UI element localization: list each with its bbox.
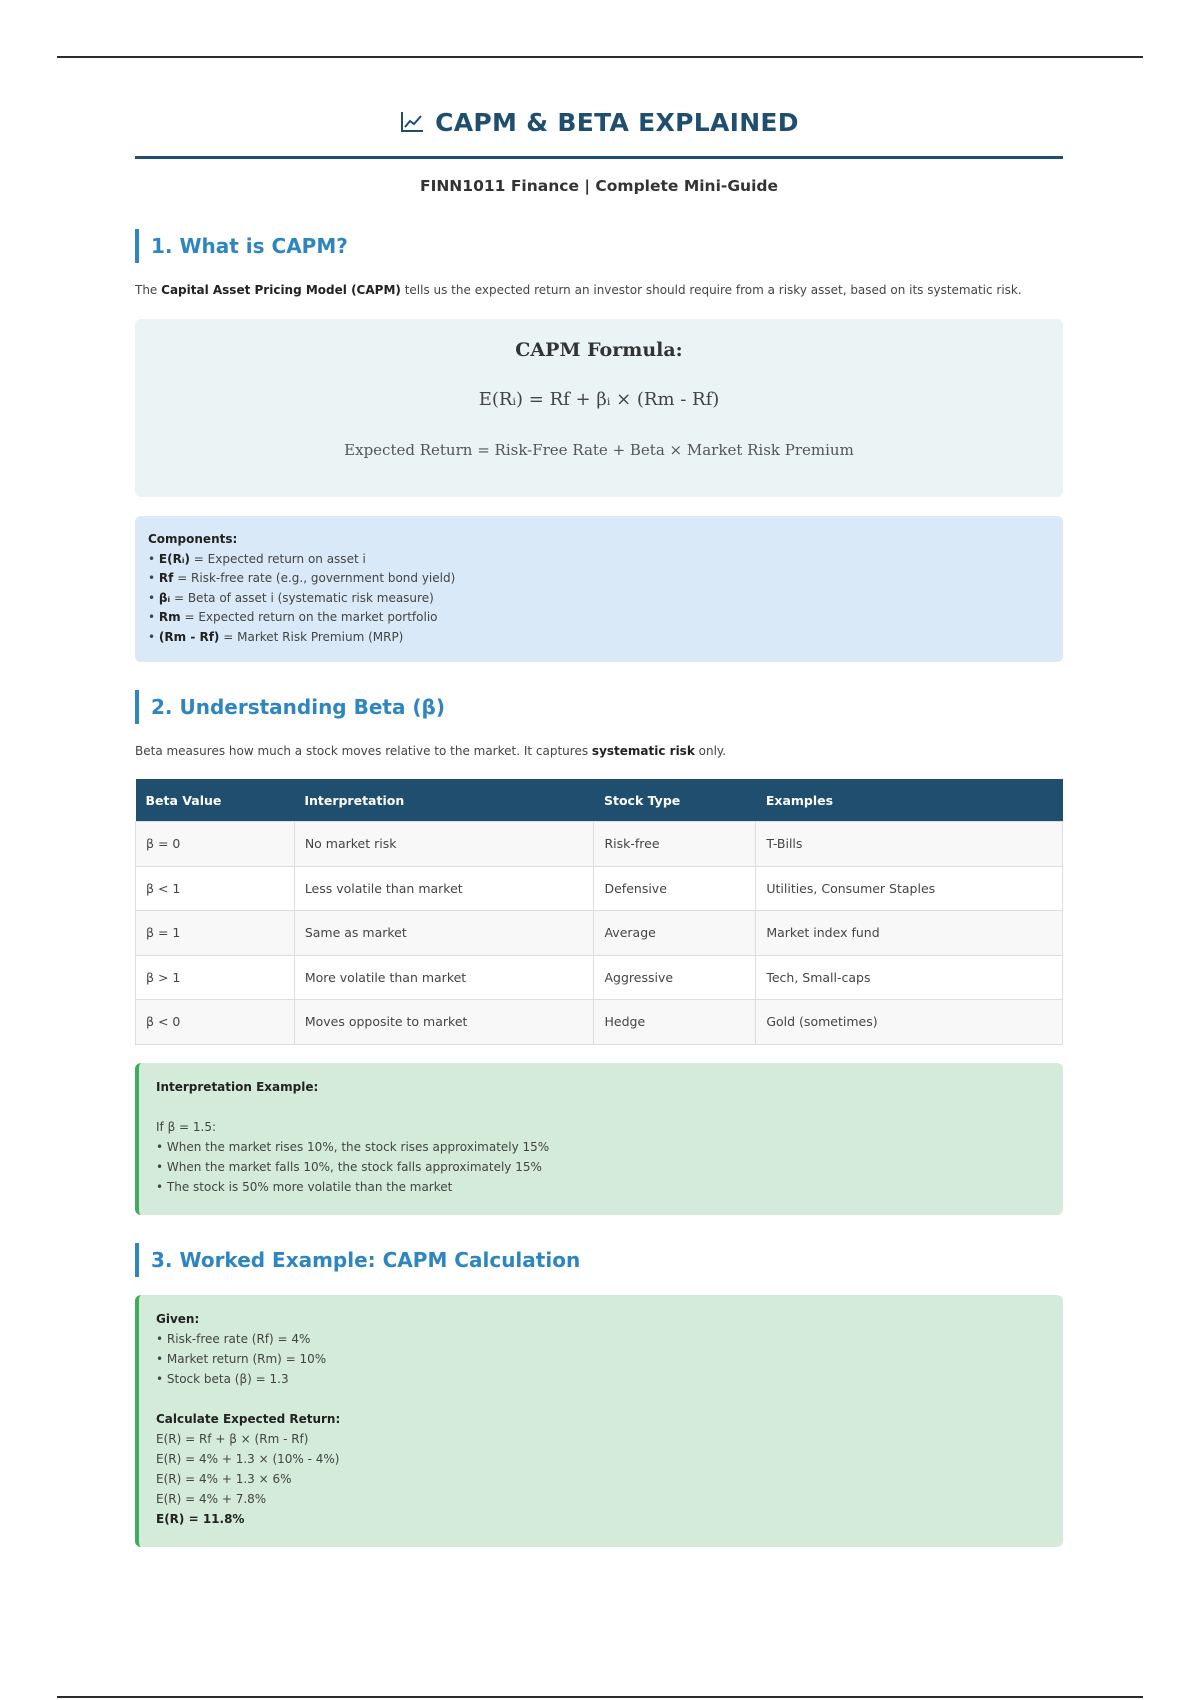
stock-type-cell: Average	[594, 911, 756, 956]
interpretation-cell: Same as market	[294, 911, 594, 956]
column-header: Stock Type	[594, 779, 756, 822]
interpretation-example-box	[135, 1063, 1063, 1215]
component-item: • Rm = Expected return on the market portfolio	[148, 610, 438, 624]
component-item: • βᵢ = Beta of asset i (systematic risk measure)	[148, 590, 434, 605]
section-accent-bar	[135, 1243, 139, 1277]
interpretation-cell: More volatile than market	[294, 955, 594, 1000]
beta-value-cell: β = 0	[136, 822, 295, 867]
capm-formula-box	[135, 319, 1063, 497]
examples-cell: Utilities, Consumer Staples	[756, 866, 1063, 911]
component-desc: = Beta of asset i (systematic risk measure)	[170, 590, 434, 605]
intro-text-end: tells us the expected return an investor should require from a risky asset, based on its systematic risk.	[400, 283, 1022, 297]
stock-type-cell: Hedge	[594, 1000, 756, 1045]
examples-cell: Market index fund	[756, 911, 1063, 956]
table-row	[136, 866, 1063, 911]
intro-bold-term: systematic risk	[591, 744, 695, 758]
formula-in-words: Expected Return = Risk-Free Rate + Beta × Market Risk Premium	[344, 441, 854, 459]
example-condition: If β = 1.5:	[156, 1119, 217, 1134]
component-item: • E(Rᵢ) = Expected return on asset i	[148, 551, 366, 566]
stock-type-cell: Aggressive	[594, 955, 756, 1000]
example-point: • When the market falls 10%, the stock falls approximately 15%	[156, 1159, 542, 1174]
calculation-step: E(R) = 4% + 1.3 × 6%	[156, 1471, 292, 1486]
beta-value-cell: β = 1	[136, 911, 295, 956]
section-accent-bar	[135, 690, 139, 724]
table-row	[136, 911, 1063, 956]
component-desc: = Risk-free rate (e.g., government bond yield)	[173, 571, 456, 585]
capm-intro-text	[135, 281, 1063, 300]
calculation-step: E(R) = Rf + β × (Rm - Rf)	[156, 1431, 309, 1446]
component-desc: = Market Risk Premium (MRP)	[219, 629, 404, 644]
table-row	[136, 955, 1063, 1000]
column-header: Interpretation	[294, 779, 594, 822]
given-item: • Risk-free rate (Rf) = 4%	[156, 1331, 311, 1346]
title-underline	[135, 156, 1063, 159]
intro-text-start: The	[135, 283, 162, 297]
component-desc: = Expected return on asset i	[189, 551, 366, 566]
interpretation-cell: Less volatile than market	[294, 866, 594, 911]
table-header-row	[136, 779, 1063, 822]
section-accent-bar	[135, 229, 139, 263]
capm-formula: E(Rᵢ) = Rf + βᵢ × (Rm - Rf)	[478, 389, 720, 410]
section-2-title: 2. Understanding Beta (β)	[151, 695, 446, 719]
formula-heading: CAPM Formula:	[515, 339, 683, 361]
example-heading: Interpretation Example:	[156, 1079, 319, 1094]
examples-cell: Gold (sometimes)	[756, 1000, 1063, 1045]
beta-table	[135, 779, 1063, 1045]
intro-bold-term: Capital Asset Pricing Model (CAPM)	[161, 283, 401, 297]
calculation-heading: Calculate Expected Return:	[156, 1411, 341, 1426]
section-1-title: 1. What is CAPM?	[151, 234, 348, 258]
worked-example-box	[135, 1295, 1063, 1547]
page-top-rule	[57, 56, 1143, 58]
calculation-result: E(R) = 11.8%	[156, 1511, 245, 1526]
document-body	[135, 100, 1063, 1547]
stock-type-cell: Risk-free	[594, 822, 756, 867]
intro-text-start: Beta measures how much a stock moves relative to the market. It captures	[135, 744, 592, 758]
column-header: Beta Value	[136, 779, 295, 822]
table-row	[136, 822, 1063, 867]
title-row	[135, 100, 1063, 144]
beta-value-cell: β < 0	[136, 1000, 295, 1045]
example-point: • When the market rises 10%, the stock rises approximately 15%	[156, 1139, 550, 1154]
components-box	[135, 516, 1063, 662]
chart-increasing-icon	[399, 110, 425, 134]
page-subtitle: FINN1011 Finance | Complete Mini-Guide	[419, 177, 779, 195]
calculation-step: E(R) = 4% + 1.3 × (10% - 4%)	[156, 1451, 340, 1466]
calculation-step: E(R) = 4% + 7.8%	[156, 1491, 267, 1506]
interpretation-cell: No market risk	[294, 822, 594, 867]
example-point: • The stock is 50% more volatile than the market	[156, 1179, 453, 1194]
beta-value-cell: β > 1	[136, 955, 295, 1000]
component-term: Rf	[158, 571, 174, 585]
column-header: Examples	[756, 779, 1063, 822]
intro-text-end: only.	[694, 744, 727, 758]
component-item: • Rf = Risk-free rate (e.g., government bond yield)	[148, 571, 456, 585]
page-title: CAPM & BETA EXPLAINED	[435, 107, 799, 137]
interpretation-cell: Moves opposite to market	[294, 1000, 594, 1045]
beta-value-cell: β < 1	[136, 866, 295, 911]
page-bottom-rule	[57, 1696, 1143, 1698]
given-item: • Stock beta (β) = 1.3	[156, 1371, 289, 1386]
examples-cell: Tech, Small-caps	[756, 955, 1063, 1000]
component-term: (Rm - Rf)	[158, 629, 220, 644]
components-heading: Components:	[148, 532, 238, 546]
component-term: E(Rᵢ)	[158, 551, 190, 566]
section-1-header	[135, 229, 1063, 263]
beta-intro-text	[135, 742, 1063, 761]
component-desc: = Expected return on the market portfolio	[180, 610, 438, 624]
component-item: • (Rm - Rf) = Market Risk Premium (MRP)	[148, 629, 404, 644]
given-item: • Market return (Rm) = 10%	[156, 1351, 327, 1366]
component-term: βᵢ	[158, 590, 171, 605]
table-row	[136, 1000, 1063, 1045]
given-heading: Given:	[156, 1311, 200, 1326]
section-3-header	[135, 1243, 1063, 1277]
component-term: Rm	[158, 610, 181, 624]
examples-cell: T-Bills	[756, 822, 1063, 867]
stock-type-cell: Defensive	[594, 866, 756, 911]
section-3-title: 3. Worked Example: CAPM Calculation	[151, 1247, 581, 1272]
section-2-header	[135, 690, 1063, 724]
